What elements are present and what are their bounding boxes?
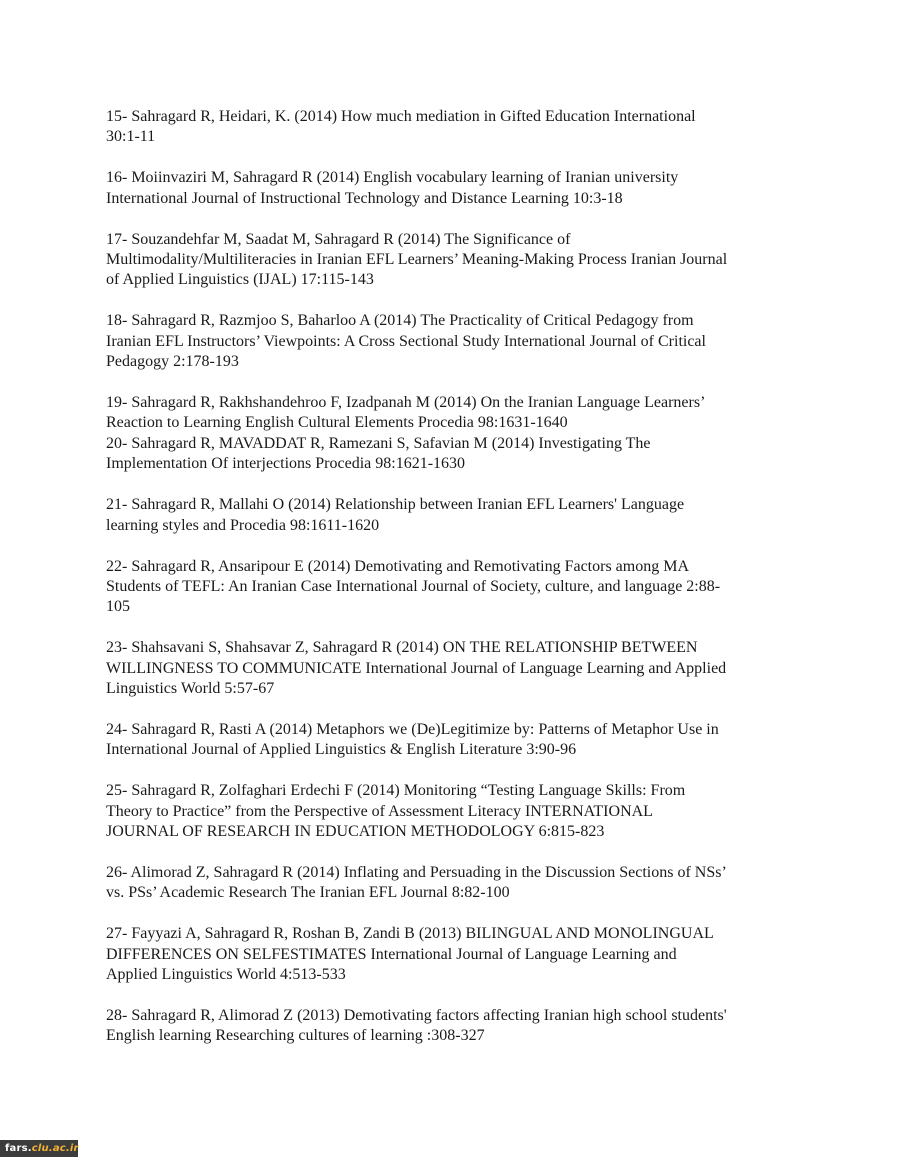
reference-17: 17- Souzandehfar M, Saadat M, Sahragard R (2014) The Significance of Multimodality/Multiliteracies in Iranian EFL Learners’ Meaning-Making Process Iranian Journal of Applied Linguistics (IJAL) 17:115-143: [106, 230, 728, 289]
site-watermark: [0, 1140, 78, 1157]
reference-18: 18- Sahragard R, Razmjoo S, Baharloo A (2014) The Practicality of Critical Pedagogy from Iranian EFL Instructors’ Viewpoints: A Cross Sectional Study International Journal of Critical Pedagogy 2:178-193: [106, 312, 706, 371]
reference-23: 23- Shahsavani S, Shahsavar Z, Sahragard R (2014) ON THE RELATIONSHIP BETWEEN WILLINGNESS TO COMMUNICATE International Journal of Language Learning and Applied Linguistics World 5:57-67: [106, 639, 727, 698]
spacer: [106, 148, 806, 169]
spacer: [106, 842, 806, 863]
spacer: [106, 373, 806, 394]
reference-25: 25- Sahragard R, Zolfaghari Erdechi F (2014) Monitoring “Testing Language Skills: From Theory to Practice” from the Perspective of Assessment Literacy INTERNATIONAL JOURNAL OF RESEARCH IN EDUCATION METHODOLOGY 6:815-823: [106, 782, 686, 841]
watermark-prefix: fars.: [5, 1143, 32, 1154]
reference-list: [106, 107, 806, 1047]
reference-21: 21- Sahragard R, Mallahi O (2014) Relationship between Iranian EFL Learners' Language learning styles and Procedia 98:1611-1620: [106, 496, 685, 534]
spacer: [106, 209, 806, 230]
spacer: [106, 536, 806, 557]
reference-27: 27- Fayyazi A, Sahragard R, Roshan B, Zandi B (2013) BILINGUAL AND MONOLINGUAL DIFFERENCES ON SELFESTIMATES International Journal of Language Learning and Applied Linguistics World 4:513-533: [106, 925, 714, 984]
spacer: [106, 618, 806, 639]
reference-19: 19- Sahragard R, Rakhshandehroo F, Izadpanah M (2014) On the Iranian Language Learners’ Reaction to Learning English Cultural Elements Procedia 98:1631-1640: [106, 394, 706, 432]
spacer: [106, 291, 806, 312]
reference-15: 15- Sahragard R, Heidari, K. (2014) How much mediation in Gifted Education International 30:1-11: [106, 108, 696, 146]
reference-22: 22- Sahragard R, Ansaripour E (2014) Demotivating and Remotivating Factors among MA Students of TEFL: An Iranian Case International Journal of Society, culture, and language 2:88- 105: [106, 557, 721, 616]
spacer: [106, 699, 806, 720]
reference-28: 28- Sahragard R, Alimorad Z (2013) Demotivating factors affecting Iranian high school students' English learning Researching cultures of learning :308-327: [106, 1007, 727, 1045]
reference-16: 16- Moiinvaziri M, Sahragard R (2014) English vocabulary learning of Iranian university International Journal of Instructional Technology and Distance Learning 10:3-18: [106, 169, 679, 207]
reference-24: 24- Sahragard R, Rasti A (2014) Metaphors we (De)Legitimize by: Patterns of Metaphor Use in International Journal of Applied Linguistics & English Literature 3:90-96: [106, 720, 719, 759]
watermark-domain: clu.ac.ir: [31, 1143, 79, 1154]
spacer: [106, 761, 806, 782]
spacer: [106, 986, 806, 1007]
reference-26: 26- Alimorad Z, Sahragard R (2014) Inflating and Persuading in the Discussion Sections of NSs’ vs. PSs’ Academic Research The Iranian EFL Journal 8:82-100: [106, 863, 727, 902]
spacer: [106, 904, 806, 925]
spacer: [106, 475, 806, 496]
reference-20: 20- Sahragard R, MAVADDAT R, Ramezani S, Safavian M (2014) Investigating The Implementation Of interjections Procedia 98:1621-1630: [106, 434, 651, 473]
